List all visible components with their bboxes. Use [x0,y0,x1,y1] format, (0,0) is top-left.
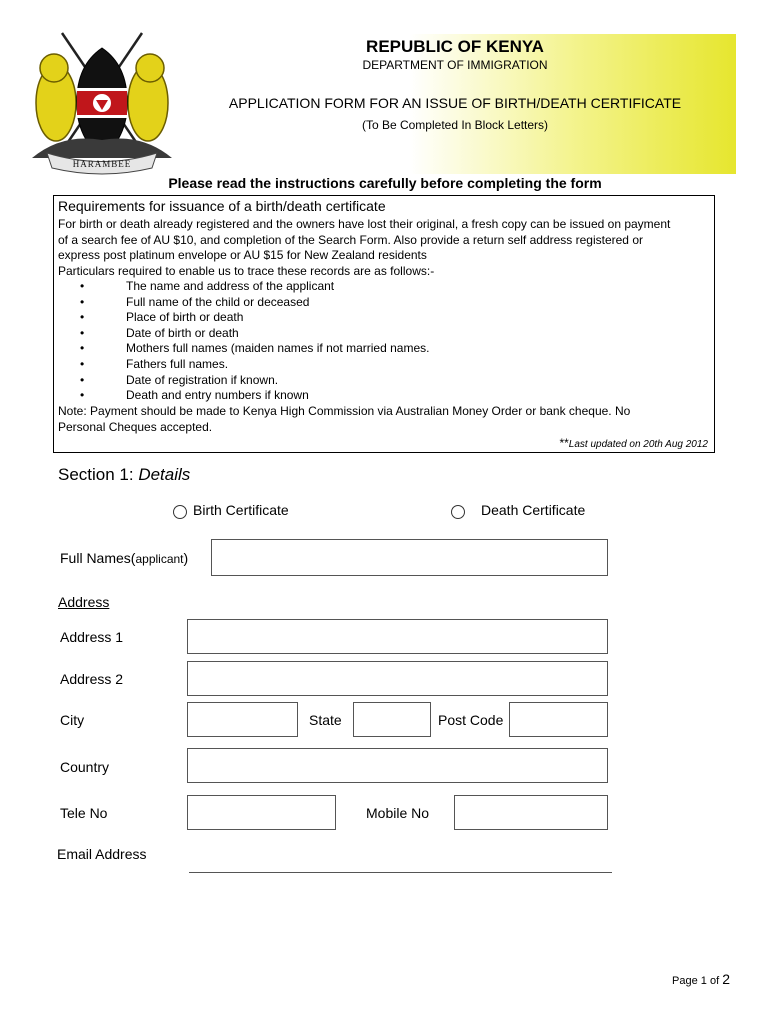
intro-line: of a search fee of AU $10, and completion of the Search Form. Also provide a return self address registered or [58,232,643,247]
death-certificate-label: Death Certificate [481,502,586,518]
birth-certificate-label: Birth Certificate [193,502,289,518]
svg-text:HARAMBEE: HARAMBEE [72,159,132,169]
bullet-icon: • [80,325,85,340]
form-subtitle: (To Be Completed In Block Letters) [361,118,549,132]
bullet-icon: • [80,372,85,387]
address2-input[interactable] [187,661,608,696]
city-input[interactable] [187,702,298,737]
email-input[interactable] [189,860,612,873]
form-title: APPLICATION FORM FOR AN ISSUE OF BIRTH/DEATH CERTIFICATE [228,95,682,111]
instructions-heading: Please read the instructions carefully before completing the form [168,175,602,191]
mobile-input[interactable] [454,795,608,830]
list-item: • Place of birth or death [80,310,244,325]
country-title: REPUBLIC OF KENYA [366,37,544,56]
bullet-icon: • [80,341,85,356]
death-certificate-radio[interactable] [451,505,465,519]
list-item: • Full name of the child or deceased [80,294,310,309]
requirements-list [58,279,429,404]
last-updated: **Last updated on 20th Aug 2012 [559,436,708,450]
intro-line: For birth or death already registered and the owners have lost their original, a fresh copy can be issued on payment [58,217,671,231]
postcode-label: Post Code [438,712,504,728]
note-line: Note: Payment should be made to Kenya High Commission via Australian Money Order or bank cheque. No [58,404,631,418]
note-line: Personal Cheques accepted. [58,419,213,434]
requirements-intro [58,217,708,279]
list-item: • The name and address of the applicant [80,279,335,293]
list-item: • Mothers full names (maiden names if not married names. [80,341,430,356]
state-input[interactable] [353,702,431,737]
bullet-icon: • [80,279,85,293]
bullet-icon: • [80,294,85,309]
coat-of-arms-icon [22,28,182,178]
requirements-title: Requirements for issuance of a birth/death certificate [58,198,386,214]
intro-line: Particulars required to enable us to trace these records are as follows:- [58,263,435,278]
email-label: Email Address [57,846,147,862]
tele-input[interactable] [187,795,336,830]
list-item: • Date of birth or death [80,325,239,340]
list-item: • Death and entry numbers if known [80,388,309,403]
country-label: Country [60,759,110,775]
state-label: State [309,712,342,728]
city-label: City [60,712,85,728]
department-title: DEPARTMENT OF IMMIGRATION [362,58,548,72]
full-names-input[interactable] [211,539,608,576]
tele-label: Tele No [60,805,108,821]
page-number: Page 1 of 2 [672,971,730,987]
full-names-label: Full Names(applicant) [60,550,189,566]
birth-certificate-radio[interactable] [173,505,187,519]
address1-input[interactable] [187,619,608,654]
country-input[interactable] [187,748,608,783]
section-title: Section 1: Details [58,465,191,484]
bullet-icon: • [80,310,85,325]
address-heading: Address [58,594,110,610]
list-item: • Fathers full names. [80,356,229,371]
intro-line: express post platinum envelope or AU $15 for New Zealand residents [58,248,427,262]
mobile-label: Mobile No [366,805,430,821]
address2-label: Address 2 [60,671,124,687]
payment-note [58,404,708,435]
address1-label: Address 1 [60,629,124,645]
bullet-icon: • [80,356,85,371]
list-item: • Date of registration if known. [80,372,279,387]
postcode-input[interactable] [509,702,608,737]
bullet-icon: • [80,388,85,403]
